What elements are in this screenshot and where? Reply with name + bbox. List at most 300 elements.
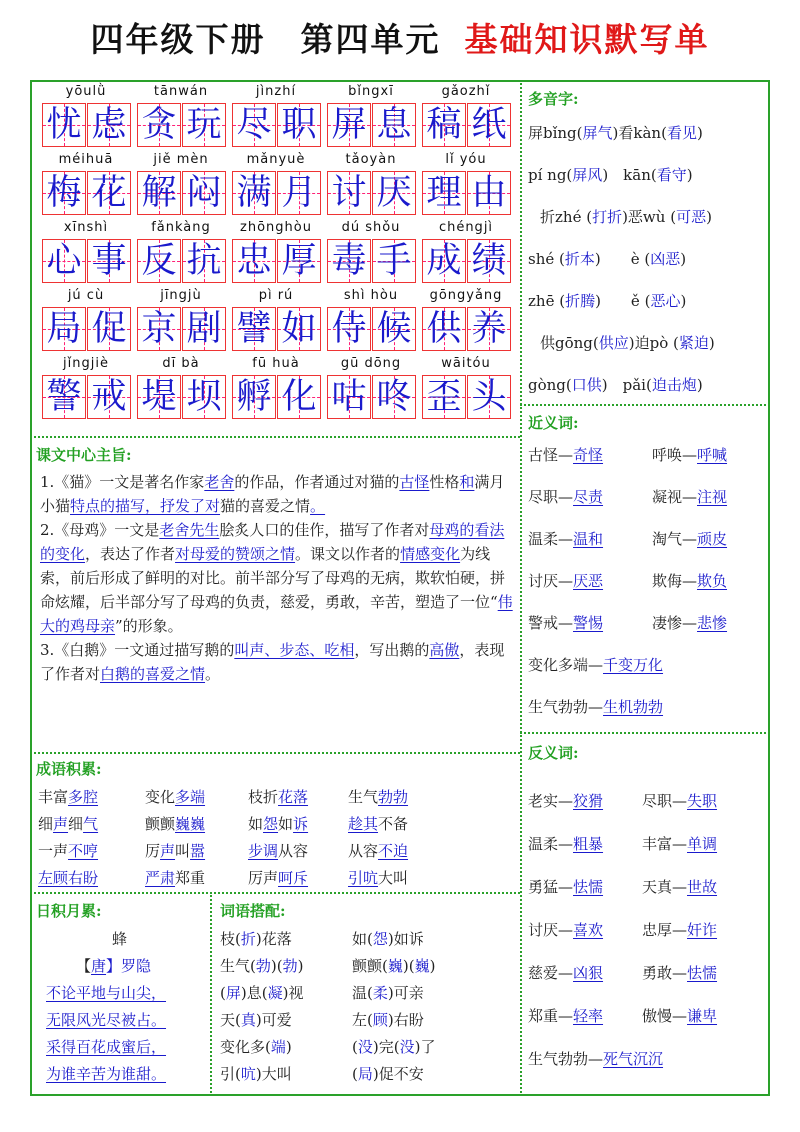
- chengyu-item: [38, 786, 98, 807]
- zhongxin-answer: 老舍: [204, 473, 235, 491]
- jinyi-answer: 顽皮: [697, 530, 728, 548]
- zhongxin-text-part: 的作品，作者通过对猫的: [234, 473, 400, 491]
- dapei-item: [220, 955, 303, 976]
- tianzige-box: [87, 375, 131, 419]
- vocab-cell: [325, 356, 417, 422]
- vocab-char: 理: [426, 172, 462, 213]
- chengyu-answer: 声: [53, 815, 69, 833]
- chengyu-item: [248, 786, 308, 807]
- tianzige-box: [182, 375, 226, 419]
- dapei-text: )可亲: [387, 984, 424, 1002]
- duoyin-word: 屏气: [582, 124, 613, 142]
- duoyin-paren: ): [680, 292, 687, 310]
- vocab-char: 化: [281, 376, 317, 417]
- jinyi-pair: [652, 528, 727, 549]
- fanyi-word: 郑重—: [528, 1007, 574, 1025]
- dapei-text: )促不安: [372, 1065, 424, 1083]
- fanyi-answer: 奸诈: [687, 921, 718, 939]
- tianzige-box: [372, 239, 416, 283]
- dapei-text: 生气(: [220, 957, 256, 975]
- fanyi-word: 老实—: [528, 792, 574, 810]
- fanyi-title: 反义词:: [528, 744, 579, 762]
- dapei-item: [352, 928, 424, 949]
- vocab-cell: [40, 356, 132, 422]
- dapei-text: 天(: [220, 1011, 241, 1029]
- tianzige-box: [137, 375, 181, 419]
- tianzige-box: [232, 103, 276, 147]
- vocab-pinyin: fū huà: [252, 356, 300, 371]
- poem-author-post: 】罗隐: [106, 957, 152, 975]
- chengyu-answer: 不迫: [378, 842, 409, 860]
- fanyi-word: 忠厚—: [642, 921, 688, 939]
- chengyu-text: 叫: [175, 842, 191, 860]
- fanyi-answer: 狡猾: [573, 792, 604, 810]
- dapei-item: [220, 982, 303, 1003]
- tianzige-box: [232, 307, 276, 351]
- fanyi-answer: 世故: [687, 878, 718, 896]
- duoyin-title: 多音字:: [528, 90, 579, 108]
- zhongxin-text: [40, 470, 516, 686]
- vocab-pinyin: gū dōng: [340, 356, 402, 371]
- zhongxin-answer: 和: [459, 473, 475, 491]
- vocab-pinyin: pì rú: [258, 288, 294, 303]
- duoyin-word: 紧迫: [678, 334, 709, 352]
- fanyi-pair: [528, 962, 603, 983]
- chengyu-text: 颤颤: [145, 815, 176, 833]
- vocab-pinyin: jiě mèn: [153, 152, 209, 167]
- duoyin-pinyin: 供gōng(: [540, 334, 599, 352]
- vocab-char: 事: [91, 240, 127, 281]
- chengyu-answer: 声: [160, 842, 176, 860]
- tianzige-box: [137, 103, 181, 147]
- zhongxin-text-part: 1.《猫》一文是著名作家: [40, 473, 205, 491]
- vocab-cell: [40, 152, 132, 218]
- dapei-answer: 顾: [372, 1011, 388, 1029]
- chengyu-answer: 左顾右盼: [38, 869, 99, 887]
- vocab-pinyin: shì hòu: [343, 288, 399, 303]
- duoyin-word: 打折: [592, 208, 623, 226]
- vocab-char: 心: [46, 240, 82, 281]
- fanyi-word: 勇猛—: [528, 878, 574, 896]
- dapei-answer: 没: [357, 1038, 373, 1056]
- tianzige-box: [422, 375, 466, 419]
- chengyu-answer: 步调: [248, 842, 279, 860]
- tianzige-box: [87, 239, 131, 283]
- tianzige-box: [182, 103, 226, 147]
- tianzige-box: [42, 103, 86, 147]
- chengyu-item: [248, 813, 308, 834]
- vocab-cell: [325, 152, 417, 218]
- dapei-answer: 没: [399, 1038, 415, 1056]
- chengyu-text: 厉: [145, 842, 161, 860]
- fanyi-answer: 失职: [687, 792, 718, 810]
- vocab-char: 局: [46, 308, 82, 349]
- duoyin-row: [528, 248, 686, 269]
- dapei-text: )完(: [372, 1038, 400, 1056]
- tianzige-box: [327, 307, 371, 351]
- jinyi-answer: 悲惨: [697, 614, 728, 632]
- jinyi-word: 呼唤—: [652, 446, 698, 464]
- dapei-answer: 勃: [255, 957, 271, 975]
- vocab-char: 职: [281, 104, 317, 145]
- chengyu-text: 如: [278, 815, 294, 833]
- chengyu-answer: 气: [83, 815, 99, 833]
- fanyi-answer: 怯懦: [687, 964, 718, 982]
- dapei-answer: 屏: [225, 984, 241, 1002]
- tianzige-box: [232, 239, 276, 283]
- tianzige-box: [372, 307, 416, 351]
- tianzige-box: [277, 171, 321, 215]
- duoyin-word: 折腾: [565, 292, 596, 310]
- vocab-cell: [420, 220, 512, 286]
- duoyin-row: [528, 164, 693, 185]
- tianzige-box: [372, 171, 416, 215]
- duoyin-paren: ): [686, 166, 693, 184]
- duoyin-row: [528, 122, 703, 143]
- dapei-answer: 怨: [372, 930, 388, 948]
- tianzige-box: [422, 171, 466, 215]
- vocab-pinyin: jīngjù: [160, 288, 202, 303]
- chengyu-item: [38, 867, 98, 888]
- jinyi-pair: [652, 612, 727, 633]
- divider-chengyu: [30, 892, 520, 894]
- vocab-char: 抗: [186, 240, 222, 281]
- tianzige-box: [372, 375, 416, 419]
- vocab-char: 养: [471, 308, 507, 349]
- chengyu-answer: 多腔: [68, 788, 99, 806]
- jinyi-title: 近义词:: [528, 414, 579, 432]
- zhongxin-text-part: 2.《母鸡》一文是: [40, 521, 160, 539]
- fanyi-pair: [528, 790, 603, 811]
- tianzige-box: [42, 239, 86, 283]
- tianzige-box: [422, 307, 466, 351]
- chengyu-answer: 怨: [263, 815, 279, 833]
- zhongxin-text-part: ，写出鹅的: [354, 641, 430, 659]
- dapei-item: [220, 1063, 292, 1084]
- dapei-text: 左(: [352, 1011, 373, 1029]
- vocab-char: 厌: [376, 172, 412, 213]
- vocab-char: 忠: [236, 240, 272, 281]
- chengyu-item: [348, 813, 408, 834]
- fanyi-answer: 怯懦: [573, 878, 604, 896]
- jinyi-word: 变化多端—: [528, 656, 604, 674]
- vocab-char: 成: [426, 240, 462, 281]
- divider-duoyin: [520, 404, 770, 406]
- tianzige-box: [182, 239, 226, 283]
- divider-zhongxin: [30, 752, 520, 754]
- vocab-pinyin: chéngjì: [438, 220, 494, 235]
- vocab-cell: [420, 84, 512, 150]
- tianzige-box: [277, 307, 321, 351]
- tianzige-box: [327, 375, 371, 419]
- fanyi-answer: 粗暴: [573, 835, 604, 853]
- jinyi-answer: 奇怪: [573, 446, 604, 464]
- vocab-cell: [135, 356, 227, 422]
- dapei-answer: 局: [357, 1065, 373, 1083]
- vocab-char: 促: [91, 308, 127, 349]
- vocab-char: 戒: [91, 376, 127, 417]
- fanyi-word: 天真—: [642, 878, 688, 896]
- fanyi-answer: 喜欢: [573, 921, 604, 939]
- vocab-cell: [135, 288, 227, 354]
- dapei-text: )息(: [240, 984, 268, 1002]
- jinyi-pair: [528, 444, 603, 465]
- dapei-answer: 勃: [282, 957, 298, 975]
- fanyi-pair: [642, 790, 717, 811]
- chengyu-text: 细: [68, 815, 84, 833]
- jinyi-answer: 警惕: [573, 614, 604, 632]
- fanyi-answer: 单调: [687, 835, 718, 853]
- jinyi-word: 凝视—: [652, 488, 698, 506]
- tianzige-box: [467, 307, 511, 351]
- tianzige-box: [277, 375, 321, 419]
- vocab-char: 警: [46, 376, 82, 417]
- zhongxin-answer: 。: [310, 497, 326, 515]
- chengyu-item: [145, 840, 205, 861]
- fanyi-pair: [642, 962, 717, 983]
- jinyi-word: 淘气—: [652, 530, 698, 548]
- vocab-char: 手: [376, 240, 412, 281]
- duoyin-row: [540, 332, 715, 353]
- zhongxin-text-part: ，表现了作者对: [40, 641, 505, 683]
- vocab-cell: [40, 220, 132, 286]
- duoyin-pinyin: zhē (: [528, 292, 566, 310]
- chengyu-item: [38, 840, 98, 861]
- fanyi-word: 讨厌—: [528, 921, 574, 939]
- fanyi-word: 生气勃勃—: [528, 1050, 604, 1068]
- vocab-char: 孵: [236, 376, 272, 417]
- duoyin-row: [540, 206, 712, 227]
- duoyin-word: 供应: [598, 334, 629, 352]
- vocab-pinyin: tǎoyàn: [345, 152, 397, 167]
- vocab-pinyin: jú cù: [67, 288, 105, 303]
- tianzige-box: [327, 239, 371, 283]
- chengyu-text: 生气: [348, 788, 379, 806]
- chengyu-answer: 花落: [278, 788, 309, 806]
- vocab-char: 毒: [331, 240, 367, 281]
- chengyu-item: [38, 813, 98, 834]
- vocab-char: 解: [141, 172, 177, 213]
- dapei-answer: 凝: [267, 984, 283, 1002]
- tianzige-box: [467, 375, 511, 419]
- jinyi-word: 凄惨—: [652, 614, 698, 632]
- vocab-pinyin: gǎozhǐ: [441, 84, 491, 99]
- jinyi-pair: [528, 570, 603, 591]
- tianzige-box: [182, 171, 226, 215]
- jinyi-pair: [528, 654, 663, 675]
- zhongxin-text-part: 猫的喜爱之情: [220, 497, 311, 515]
- poem-title: 蜂: [112, 930, 128, 948]
- zhongxin-answer: 老舍先生: [159, 521, 220, 539]
- vocab-char: 讨: [331, 172, 367, 213]
- zhongxin-text-part: ”的形象。: [115, 617, 183, 635]
- vocab-grid: [40, 84, 520, 434]
- chengyu-answer: 引吭: [348, 869, 379, 887]
- zhongxin-text-part: 性格: [429, 473, 460, 491]
- dapei-text: ): [429, 957, 436, 975]
- poem-line: 采得百花成蜜后，: [46, 1038, 167, 1056]
- tianzige-box: [137, 307, 181, 351]
- jinyi-pair: [652, 570, 727, 591]
- page-title: [0, 14, 800, 61]
- vocab-cell: [230, 356, 322, 422]
- vocab-char: 尽: [236, 104, 272, 145]
- duoyin-paren: ): [706, 208, 712, 226]
- dapei-text: 温(: [352, 984, 373, 1002]
- tianzige-box: [42, 307, 86, 351]
- vocab-char: 屏: [331, 104, 367, 145]
- vocab-char: 纸: [471, 104, 507, 145]
- jinyi-pair: [528, 612, 603, 633]
- chengyu-text: 变化: [145, 788, 176, 806]
- vocab-cell: [325, 84, 417, 150]
- fanyi-pair: [642, 876, 717, 897]
- dapei-text: (: [352, 1065, 358, 1083]
- zhongxin-answer: 情感变化: [400, 545, 461, 563]
- duoyin-word: 折本: [564, 250, 595, 268]
- jinyi-answer: 温和: [573, 530, 604, 548]
- dapei-answer: 真: [240, 1011, 256, 1029]
- duoyin-word: 看守: [656, 166, 687, 184]
- duoyin-pinyin: 折zhé (: [540, 208, 593, 226]
- zhongxin-paragraph: [40, 518, 516, 638]
- zhongxin-text-part: 。: [205, 665, 221, 683]
- dapei-text: )花落: [255, 930, 292, 948]
- jinyi-answer: 生机勃勃: [603, 698, 664, 716]
- chengyu-item: [248, 867, 308, 888]
- vocab-cell: [325, 288, 417, 354]
- chengyu-text: 丰富: [38, 788, 69, 806]
- zhongxin-text-part: 满月小猫: [40, 473, 505, 515]
- vocab-char: 绩: [471, 240, 507, 281]
- fanyi-word: 勇敢—: [642, 964, 688, 982]
- dapei-answer: 柔: [372, 984, 388, 1002]
- tianzige-box: [87, 307, 131, 351]
- vocab-cell: [135, 84, 227, 150]
- vocab-pinyin: gōngyǎng: [429, 288, 503, 303]
- jinyi-answer: 厌恶: [573, 572, 604, 590]
- dapei-title: 词语搭配:: [220, 902, 286, 920]
- duoyin-pinyin: ) kān(: [602, 166, 657, 184]
- chengyu-answer: 严肃: [145, 869, 176, 887]
- vocab-pinyin: tānwán: [153, 84, 209, 99]
- dapei-item: [220, 1036, 292, 1057]
- duoyin-pinyin: )看kàn(: [612, 124, 667, 142]
- duoyin-pinyin: gòng(: [528, 376, 572, 394]
- chengyu-text: 不备: [378, 815, 409, 833]
- zhongxin-answer: 伟大的鸡母亲: [40, 593, 513, 635]
- zhongxin-title: 课文中心主旨:: [36, 446, 132, 464]
- vocab-pinyin: xīnshì: [63, 220, 109, 235]
- vocab-pinyin: mǎnyuè: [246, 152, 306, 167]
- dapei-text: ): [297, 957, 304, 975]
- zhongxin-answer: 古怪: [399, 473, 430, 491]
- vocab-char: 虑: [91, 104, 127, 145]
- chengyu-answer: 呵斥: [278, 869, 309, 887]
- fanyi-word: 傲慢—: [642, 1007, 688, 1025]
- vocab-char: 闷: [186, 172, 222, 213]
- fanyi-pair: [528, 1048, 663, 1069]
- fanyi-pair: [528, 833, 603, 854]
- dapei-answer: 端: [270, 1038, 286, 1056]
- jinyi-word: 生气勃勃—: [528, 698, 604, 716]
- dapei-text: )了: [414, 1038, 436, 1056]
- duoyin-row: [528, 374, 703, 395]
- vocab-char: 咕: [331, 376, 367, 417]
- fanyi-answer: 死气沉沉: [603, 1050, 664, 1068]
- vocab-cell: [420, 288, 512, 354]
- vocab-cell: [40, 288, 132, 354]
- duoyin-word: 屏风: [572, 166, 603, 184]
- dapei-item: [352, 1009, 424, 1030]
- duoyin-row: [528, 290, 686, 311]
- jinyi-answer: 欺负: [697, 572, 728, 590]
- tianzige-box: [467, 171, 511, 215]
- duoyin-word: 可恶: [676, 208, 707, 226]
- divider-grid: [30, 436, 520, 438]
- chengyu-answer: 多端: [175, 788, 206, 806]
- vocab-pinyin: dú shǒu: [341, 220, 401, 235]
- dapei-text: (: [220, 984, 226, 1002]
- vocab-char: 反: [141, 240, 177, 281]
- dapei-text: 变化多(: [220, 1038, 271, 1056]
- chengyu-item: [348, 786, 408, 807]
- chengyu-answer: 诉: [293, 815, 309, 833]
- chengyu-text: 一声: [38, 842, 69, 860]
- dapei-text: 颤颤(: [352, 957, 388, 975]
- dapei-item: [352, 955, 435, 976]
- vocab-cell: [230, 84, 322, 150]
- dapei-text: )(: [270, 957, 283, 975]
- vocab-char: 满: [236, 172, 272, 213]
- vocab-cell: [420, 356, 512, 422]
- vocab-char: 如: [281, 308, 317, 349]
- vocab-char: 忧: [46, 104, 82, 145]
- poem-line: 无限风光尽被占。: [46, 1011, 167, 1029]
- chengyu-answer: 不哼: [68, 842, 99, 860]
- vocab-char: 供: [426, 308, 462, 349]
- tianzige-box: [137, 239, 181, 283]
- chengyu-answer: 趁其: [348, 815, 379, 833]
- fanyi-answer: 谦卑: [687, 1007, 718, 1025]
- poem-line: 为谁辛苦为谁甜。: [46, 1065, 167, 1083]
- duoyin-paren: ): [708, 334, 715, 352]
- vocab-char: 月: [281, 172, 317, 213]
- vocab-pinyin: zhōnghòu: [240, 220, 312, 235]
- jinyi-pair: [528, 696, 663, 717]
- chengyu-answer: 勃勃: [378, 788, 409, 806]
- chengyu-item: [145, 813, 205, 834]
- dapei-text: ): [285, 1038, 292, 1056]
- zhongxin-answer: 叫声、步态、吃相: [234, 641, 355, 659]
- tianzige-box: [42, 375, 86, 419]
- title-grade-unit: 四年级下册 第四单元: [90, 20, 441, 59]
- fanyi-pair: [642, 919, 717, 940]
- fanyi-pair: [642, 1005, 717, 1026]
- vocab-pinyin: jìnzhí: [255, 84, 297, 99]
- chengyu-text: 大叫: [378, 869, 409, 887]
- dapei-text: 引(: [220, 1065, 241, 1083]
- duoyin-word: 恶心: [650, 292, 681, 310]
- tianzige-box: [277, 239, 321, 283]
- dapei-text: )视: [282, 984, 304, 1002]
- jinyi-pair: [652, 444, 727, 465]
- jinyi-answer: 千变万化: [603, 656, 664, 674]
- fanyi-word: 尽职—: [642, 792, 688, 810]
- zhongxin-paragraph: [40, 470, 516, 518]
- tianzige-box: [182, 307, 226, 351]
- jinyi-pair: [652, 486, 727, 507]
